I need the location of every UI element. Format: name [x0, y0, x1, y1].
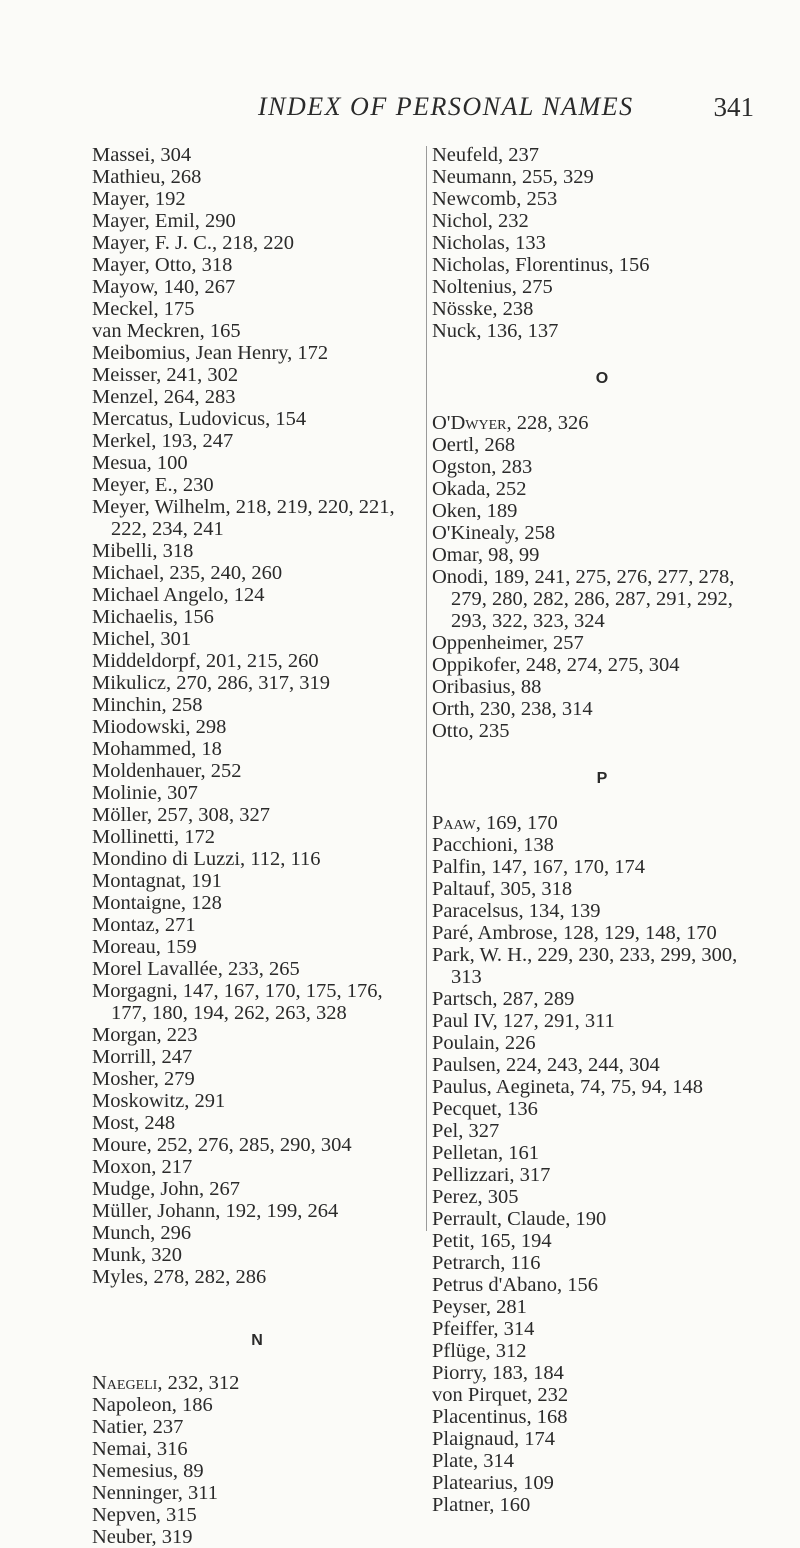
index-entry: Müller, Johann, 192, 199, 264	[92, 1200, 339, 1222]
entry-pages: , 128, 129, 148, 170	[552, 922, 717, 944]
entry-name: Nepven	[92, 1504, 156, 1526]
entry-pages: , 189, 241, 275, 276, 277, 278, 279, 280, 282, 286, 287, 291, 292, 293, 322, 323, 324	[451, 566, 735, 632]
index-entry: Nicholas, 133	[432, 232, 546, 254]
index-entry	[432, 1208, 772, 1230]
entry-name: Oken	[432, 500, 477, 522]
entry-pages: , 168	[526, 1406, 568, 1428]
entry-pages: , 138	[512, 834, 554, 856]
index-entry: Mayer, F. J. C., 218, 220	[92, 232, 294, 254]
index-entry: Meyer, Wilhelm, 218, 219, 220, 221, 222, 234, 241	[92, 496, 395, 540]
index-entry: Mollinetti, 172	[92, 826, 215, 848]
section-heading-p: P	[596, 770, 608, 787]
section-heading-o: O	[595, 370, 609, 387]
entry-name: Park, W. H.	[432, 944, 528, 966]
index-entry: Morel Lavallée, 233, 265	[92, 958, 300, 980]
entry-pages: , 229, 230, 233, 299, 300, 313	[451, 944, 738, 988]
entry-name: Pacchioni	[432, 834, 513, 856]
entry-pages: , 317	[509, 1164, 551, 1186]
right-column	[432, 144, 772, 1516]
index-entry	[432, 1120, 772, 1142]
entry-name: Perrault, Claude	[432, 1208, 566, 1230]
index-entry	[432, 1274, 772, 1296]
entry-pages: , 226	[494, 1032, 536, 1054]
entry-name: Paré, Ambrose	[432, 922, 553, 944]
index-entry: Mohammed, 18	[92, 738, 222, 760]
section-heading-n: N	[251, 1332, 263, 1349]
index-entry: Mesua, 100	[92, 452, 188, 474]
entry-name: Pfeiffer	[432, 1318, 494, 1340]
index-entry	[432, 1428, 772, 1450]
entry-pages: , 74, 75, 94, 148	[569, 1076, 704, 1098]
entry-name: Ogston	[432, 456, 492, 478]
entry-pages: , 312	[485, 1340, 527, 1362]
index-entry	[432, 456, 772, 478]
index-entry	[432, 1032, 772, 1054]
entry-pages: , 186	[171, 1394, 213, 1416]
entry-name: Oribasius	[432, 676, 511, 698]
entry-pages: , 237	[142, 1416, 184, 1438]
index-entry	[432, 1340, 772, 1362]
index-entry	[432, 412, 772, 434]
entry-name: Oertl	[432, 434, 475, 456]
entry-name: Poulain	[432, 1032, 495, 1054]
index-entry: Montagnat, 191	[92, 870, 222, 892]
entry-pages: , 174	[514, 1428, 555, 1450]
entry-name: Pellizzari	[432, 1164, 510, 1186]
index-entry: Mibelli, 318	[92, 540, 194, 562]
entry-pages: , 224, 243, 244, 304	[495, 1054, 660, 1076]
index-entry	[92, 1394, 422, 1416]
index-entry	[432, 544, 772, 566]
index-entry: Mosher, 279	[92, 1068, 195, 1090]
entry-name: Peyser	[432, 1296, 486, 1318]
index-entry	[432, 654, 772, 676]
index-entry	[432, 1318, 772, 1340]
index-entry	[92, 1526, 422, 1548]
index-entry: van Meckren, 165	[92, 320, 241, 342]
entry-name: Oppenheimer	[432, 632, 543, 654]
entry-name: Naegeli	[92, 1372, 158, 1394]
entry-name: Piorry	[432, 1362, 482, 1384]
index-entry: Moldenhauer, 252	[92, 760, 242, 782]
entry-pages: , 281	[485, 1296, 527, 1318]
index-entry: Nichol, 232	[432, 210, 529, 232]
index-entry: Neufeld, 237	[432, 144, 540, 166]
index-entry	[432, 922, 772, 944]
entry-name: Petrarch	[432, 1252, 501, 1274]
entry-name: Neuber	[92, 1526, 152, 1548]
entry-name: Pel	[432, 1120, 459, 1142]
entry-pages: , 147, 167, 170, 174	[480, 856, 645, 878]
index-entry: Myles, 278, 282, 286	[92, 1266, 267, 1288]
entry-name: Orth	[432, 698, 470, 720]
index-entry	[432, 1010, 772, 1032]
index-entry: Nösske, 238	[432, 298, 534, 320]
entry-name: Palfin	[432, 856, 481, 878]
index-entry	[92, 1372, 422, 1394]
entry-pages: , 283	[491, 456, 533, 478]
entry-pages: , 305, 318	[490, 878, 573, 900]
index-entry: Mudge, John, 267	[92, 1178, 241, 1200]
index-entry: Munk, 320	[92, 1244, 182, 1266]
index-entry	[432, 944, 772, 988]
index-entry	[432, 1472, 772, 1494]
entry-name: O'Dwyer	[432, 412, 507, 434]
index-entry: Neumann, 255, 329	[432, 166, 594, 188]
index-entry	[432, 1494, 772, 1516]
index-entry: Miodowski, 298	[92, 716, 227, 738]
index-entry: Moxon, 217	[92, 1156, 193, 1178]
column-divider	[426, 146, 427, 1231]
entry-pages: , 257	[542, 632, 584, 654]
index-entry: Most, 248	[92, 1112, 176, 1134]
entry-pages: , 305	[477, 1186, 519, 1208]
index-entry: Meyer, E., 230	[92, 474, 214, 496]
index-list-m	[92, 144, 422, 1288]
entry-pages: , 89	[172, 1460, 204, 1482]
entry-name: Petrus d'Abano	[432, 1274, 557, 1296]
index-entry	[432, 1384, 772, 1406]
entry-name: Nemesius	[92, 1460, 173, 1482]
entry-name: Oppikofer	[432, 654, 516, 676]
index-entry: Nuck, 136, 137	[432, 320, 559, 342]
index-entry	[432, 878, 772, 900]
entry-name: Pelletan	[432, 1142, 499, 1164]
index-entry	[432, 1164, 772, 1186]
index-entry	[92, 1482, 422, 1504]
page-number: 341	[713, 92, 754, 122]
entry-pages: , 248, 274, 275, 304	[515, 654, 680, 676]
index-entry	[92, 1438, 422, 1460]
entry-name: Natier	[92, 1416, 143, 1438]
entry-name: von Pirquet	[432, 1384, 528, 1406]
index-entry: Morgan, 223	[92, 1024, 198, 1046]
entry-pages: , 165, 194	[469, 1230, 552, 1252]
entry-pages: , 319	[151, 1526, 193, 1548]
index-entry: Mayer, 192	[92, 188, 186, 210]
entry-name: Paaw	[432, 812, 476, 834]
entry-name: Partsch	[432, 988, 493, 1010]
index-entry	[432, 522, 772, 544]
entry-name: Otto	[432, 720, 469, 742]
index-entry	[432, 1098, 772, 1120]
index-entry	[92, 1504, 422, 1526]
entry-name: Platner	[432, 1494, 490, 1516]
index-entry	[432, 1450, 772, 1472]
index-entry: Michael Angelo, 124	[92, 584, 265, 606]
entry-name: Paltauf	[432, 878, 491, 900]
index-entry	[432, 434, 772, 456]
index-entry	[432, 1296, 772, 1318]
entry-pages: , 252	[485, 478, 527, 500]
left-column	[92, 144, 422, 1548]
entry-pages: , 161	[498, 1142, 540, 1164]
index-list-n	[92, 1372, 422, 1548]
index-entry	[432, 1230, 772, 1252]
index-entry	[432, 1252, 772, 1274]
page-header	[0, 92, 800, 132]
index-entry	[432, 698, 772, 720]
entry-name: Petit	[432, 1230, 470, 1252]
index-entry: Massei, 304	[92, 144, 192, 166]
index-entry	[92, 1416, 422, 1438]
index-entry	[432, 566, 772, 632]
index-list-p	[432, 812, 772, 1516]
index-entry	[432, 1186, 772, 1208]
entry-pages: , 98, 99	[477, 544, 540, 566]
index-entry	[92, 1460, 422, 1482]
entry-name: Paracelsus	[432, 900, 519, 922]
index-entry: Meisser, 241, 302	[92, 364, 239, 386]
entry-pages: , 228, 326	[506, 412, 589, 434]
entry-pages: , 88	[510, 676, 542, 698]
entry-pages: , 136	[496, 1098, 538, 1120]
index-entry: Mayow, 140, 267	[92, 276, 236, 298]
index-entry: Mikulicz, 270, 286, 317, 319	[92, 672, 331, 694]
index-entry: Menzel, 264, 283	[92, 386, 236, 408]
index-list-o	[432, 412, 772, 742]
entry-pages: , 232	[527, 1384, 569, 1406]
index-entry: Mathieu, 268	[92, 166, 202, 188]
index-entry	[432, 676, 772, 698]
entry-name: Perez	[432, 1186, 478, 1208]
index-entry: Meibomius, Jean Henry, 172	[92, 342, 329, 364]
index-entry	[432, 632, 772, 654]
entry-name: Paulus, Aegineta	[432, 1076, 570, 1098]
index-entry	[432, 1076, 772, 1098]
entry-pages: , 160	[489, 1494, 531, 1516]
index-entry	[432, 1142, 772, 1164]
index-entry: Michaelis, 156	[92, 606, 214, 628]
entry-name: Plaignaud	[432, 1428, 514, 1450]
entry-pages: , 183, 184	[481, 1362, 564, 1384]
index-entry: Moreau, 159	[92, 936, 197, 958]
index-entry: Noltenius, 275	[432, 276, 553, 298]
index-entry: Meckel, 175	[92, 298, 195, 320]
index-entry: Morgagni, 147, 167, 170, 175, 176, 177, 180, 194, 262, 263, 328	[92, 980, 383, 1024]
index-entry	[432, 834, 772, 856]
entry-name: Plate	[432, 1450, 473, 1472]
entry-pages: , 258	[514, 522, 556, 544]
index-entry: Newcomb, 253	[432, 188, 558, 210]
index-entry	[432, 500, 772, 522]
entry-pages: , 232, 312	[157, 1372, 240, 1394]
index-entry: Michael, 235, 240, 260	[92, 562, 283, 584]
index-entry	[432, 988, 772, 1010]
entry-name: Pecquet	[432, 1098, 497, 1120]
index-entry: Munch, 296	[92, 1222, 192, 1244]
running-title: INDEX OF PERSONAL NAMES	[258, 92, 634, 121]
entry-pages: , 314	[493, 1318, 535, 1340]
entry-pages: , 230, 238, 314	[469, 698, 593, 720]
entry-pages: , 327	[458, 1120, 500, 1142]
entry-pages: , 127, 291, 311	[492, 1010, 615, 1032]
index-entry: Molinie, 307	[92, 782, 198, 804]
entry-pages: , 268	[474, 434, 516, 456]
entry-pages: , 315	[155, 1504, 197, 1526]
index-entry: Moure, 252, 276, 285, 290, 304	[92, 1134, 352, 1156]
entry-pages: , 189	[476, 500, 518, 522]
index-entry: Möller, 257, 308, 327	[92, 804, 270, 826]
entry-pages: , 190	[565, 1208, 607, 1230]
entry-name: Platearius	[432, 1472, 513, 1494]
index-entry: Mercatus, Ludovicus, 154	[92, 408, 307, 430]
entry-name: Onodi	[432, 566, 484, 588]
entry-pages: , 235	[468, 720, 510, 742]
index-entry: Moskowitz, 291	[92, 1090, 226, 1112]
entry-pages: , 116	[500, 1252, 541, 1274]
entry-pages: , 316	[146, 1438, 188, 1460]
entry-name: Nemai	[92, 1438, 147, 1460]
index-entry: Morrill, 247	[92, 1046, 193, 1068]
index-entry: Mondino di Luzzi, 112, 116	[92, 848, 321, 870]
index-entry	[432, 900, 772, 922]
entry-pages: , 287, 289	[492, 988, 575, 1010]
index-entry: Mayer, Emil, 290	[92, 210, 236, 232]
entry-name: Pflüge	[432, 1340, 486, 1362]
index-list-n-continued	[432, 144, 772, 342]
entry-pages: , 109	[512, 1472, 554, 1494]
index-entry: Michel, 301	[92, 628, 192, 650]
index-entry	[432, 1054, 772, 1076]
index-entry	[432, 478, 772, 500]
index-entry	[432, 856, 772, 878]
entry-name: Placentinus	[432, 1406, 527, 1428]
entry-pages: , 169, 170	[475, 812, 558, 834]
entry-pages: , 314	[473, 1450, 514, 1472]
index-entry: Mayer, Otto, 318	[92, 254, 233, 276]
index-entry	[432, 1406, 772, 1428]
entry-name: Nenninger	[92, 1482, 178, 1504]
entry-pages: , 311	[177, 1482, 218, 1504]
index-entry: Minchin, 258	[92, 694, 203, 716]
entry-name: Paulsen	[432, 1054, 496, 1076]
index-entry: Montaigne, 128	[92, 892, 222, 914]
index-entry	[432, 1362, 772, 1384]
index-entry	[432, 720, 772, 742]
entry-name: Okada	[432, 478, 486, 500]
entry-name: Paul IV	[432, 1010, 493, 1032]
entry-name: Napoleon	[92, 1394, 172, 1416]
entry-pages: , 156	[556, 1274, 598, 1296]
index-entry: Montaz, 271	[92, 914, 196, 936]
index-entry	[432, 812, 772, 834]
index-entry: Nicholas, Florentinus, 156	[432, 254, 650, 276]
entry-name: Omar	[432, 544, 478, 566]
index-entry: Middeldorpf, 201, 215, 260	[92, 650, 319, 672]
entry-pages: , 134, 139	[518, 900, 601, 922]
index-entry: Merkel, 193, 247	[92, 430, 234, 452]
entry-name: O'Kinealy	[432, 522, 515, 544]
